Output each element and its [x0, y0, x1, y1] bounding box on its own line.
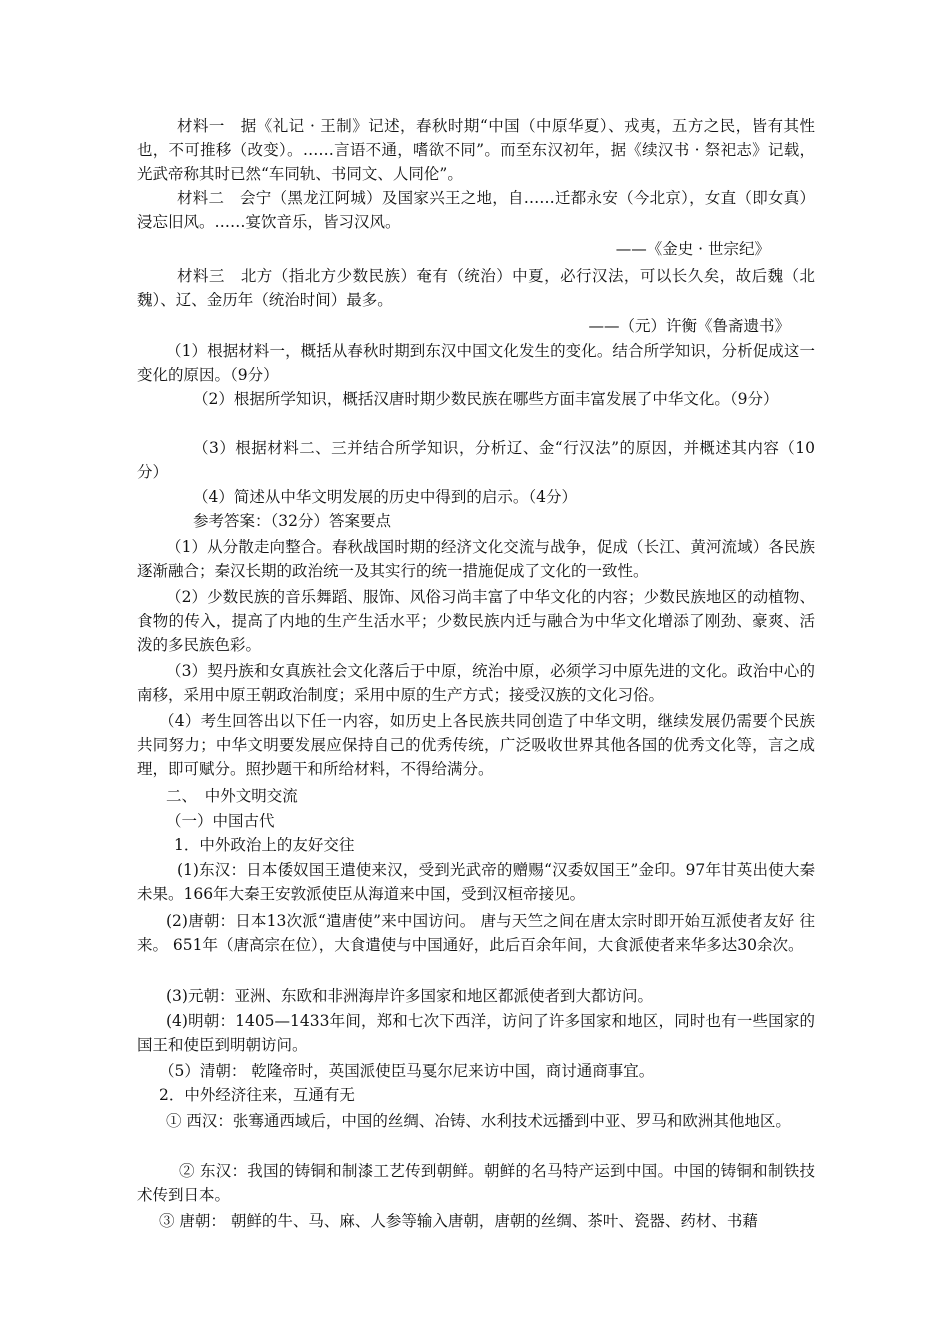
economy-west-han: ① 西汉：张骞通西域后，中国的丝绸、冶铸、水利技术远播到中亚、罗马和欧洲其他地区。	[166, 1112, 791, 1130]
economy-tang: ③ 唐朝： 朝鲜的牛、马、麻、人参等输入唐朝，唐朝的丝绸、茶叶、瓷器、药材、书藉	[159, 1212, 758, 1230]
question-3: （3）根据材料二、三并结合所学知识，分析辽、金“行汉法”的原因，并概述其内容（10 分）	[137, 439, 831, 481]
material-two-source: ——《金史 · 世宗纪》	[615, 240, 770, 258]
politics-ming: (4)明朝：1405—1433年间，郑和七次下西洋，访问了许多国家和地区，同时也有一些国家的国王和使臣到明朝访问。	[137, 1012, 815, 1054]
economy-east-han: ② 东汉：我国的铸铜和制漆工艺传到朝鲜。朝鲜的名马特产运到中国。中国的铸铜和制铁技术传到日本。	[137, 1162, 815, 1204]
material-two: 材料二 会宁（黑龙江阿城）及国家兴王之地，自……迁都永安（今北京），女直（即女真）浸忘旧风。……宴饮音乐，皆习汉风。	[137, 189, 815, 231]
answer-2: （2）少数民族的音乐舞蹈、服饰、风俗习尚丰富了中华文化的内容；少数民族地区的动植物、食物的传入，提高了内地的生产生活水平；少数民族内迁与融合为中华文化增添了刚劲、豪爽、活泼的多民族色彩。	[137, 588, 815, 654]
material-one: 材料一 据《礼记 · 王制》记述，春秋时期“中国（中原华夏）、戎夷，五方之民，皆有其性也，不可推移（改变）。……言语不通，嗜欲不同”。而至东汉初年，据《续汉书 · 祭祀志》记载，光武帝称其时已然“车同轨、书同文、人同伦”。	[137, 117, 815, 183]
topic-heading-1: 1．中外政治上的友好交往	[174, 836, 355, 854]
subsection-heading: （一）中国古代	[166, 812, 275, 830]
answer-1: （1）从分散走向整合。春秋战国时期的经济文化交流与战争，促成（长江、黄河流域）各民族逐渐融合；秦汉长期的政治统一及其实行的统一措施促成了文化的一致性。	[137, 538, 815, 580]
material-three-source: ——（元）许衡《鲁斋遗书》	[588, 317, 790, 335]
politics-qing: （5）清朝： 乾隆帝时，英国派使臣马戛尔尼来访中国，商讨通商事宜。	[159, 1062, 655, 1080]
topic-heading-2: 2．中外经济往来，互通有无	[159, 1086, 355, 1104]
question-4: （4）简述从中华文明发展的历史中得到的启示。（4分）	[193, 488, 577, 506]
politics-yuan: (3)元朝：亚洲、东欧和非洲海岸许多国家和地区都派使者到大都访问。	[166, 987, 653, 1005]
answer-title: 参考答案：（32分）答案要点	[193, 512, 391, 530]
question-1: （1）根据材料一，概括从春秋时期到东汉中国文化发生的变化。结合所学知识，分析促成这一变化的原因。（9分）	[137, 342, 815, 384]
material-three: 材料三 北方（指北方少数民族）奄有（统治）中夏，必行汉法，可以长久矣，故后魏（北魏）、辽、金历年（统治时间）最多。	[137, 267, 815, 309]
answer-4: （4）考生回答出以下任一内容，如历史上各民族共同创造了中华文明，继续发展仍需要个民族共同努力；中华文明要发展应保持自己的优秀传统，广泛吸收世界其他各国的优秀文化等，言之成理，即可赋分。照抄题干和所给材料，不得给满分。	[137, 712, 815, 778]
politics-tang: (2)唐朝：日本13次派“遣唐使”来中国访问。 唐与天竺之间在唐太宗时即开始互派使者友好 往来。 651年（唐高宗在位），大食遣使与中国通好，此后百余年间，大食派使者来华多达30余次。	[137, 912, 815, 954]
answer-3: （3）契丹族和女真族社会文化落后于中原，统治中原，必须学习中原先进的文化。政治中心的南移，采用中原王朝政治制度；采用中原的生产方式；接受汉族的文化习俗。	[137, 662, 815, 704]
section-heading: 二、 中外文明交流	[166, 787, 298, 805]
question-2: （2）根据所学知识，概括汉唐时期少数民族在哪些方面丰富发展了中华文化。（9分）	[193, 390, 779, 408]
politics-east-han: (1)东汉：日本倭奴国王遣使来汉，受到光武帝的赠赐“汉委奴国王”金印。97年甘英出使大秦未果。166年大秦王安敦派使臣从海道来中国，受到汉桓帝接见。	[137, 861, 815, 903]
